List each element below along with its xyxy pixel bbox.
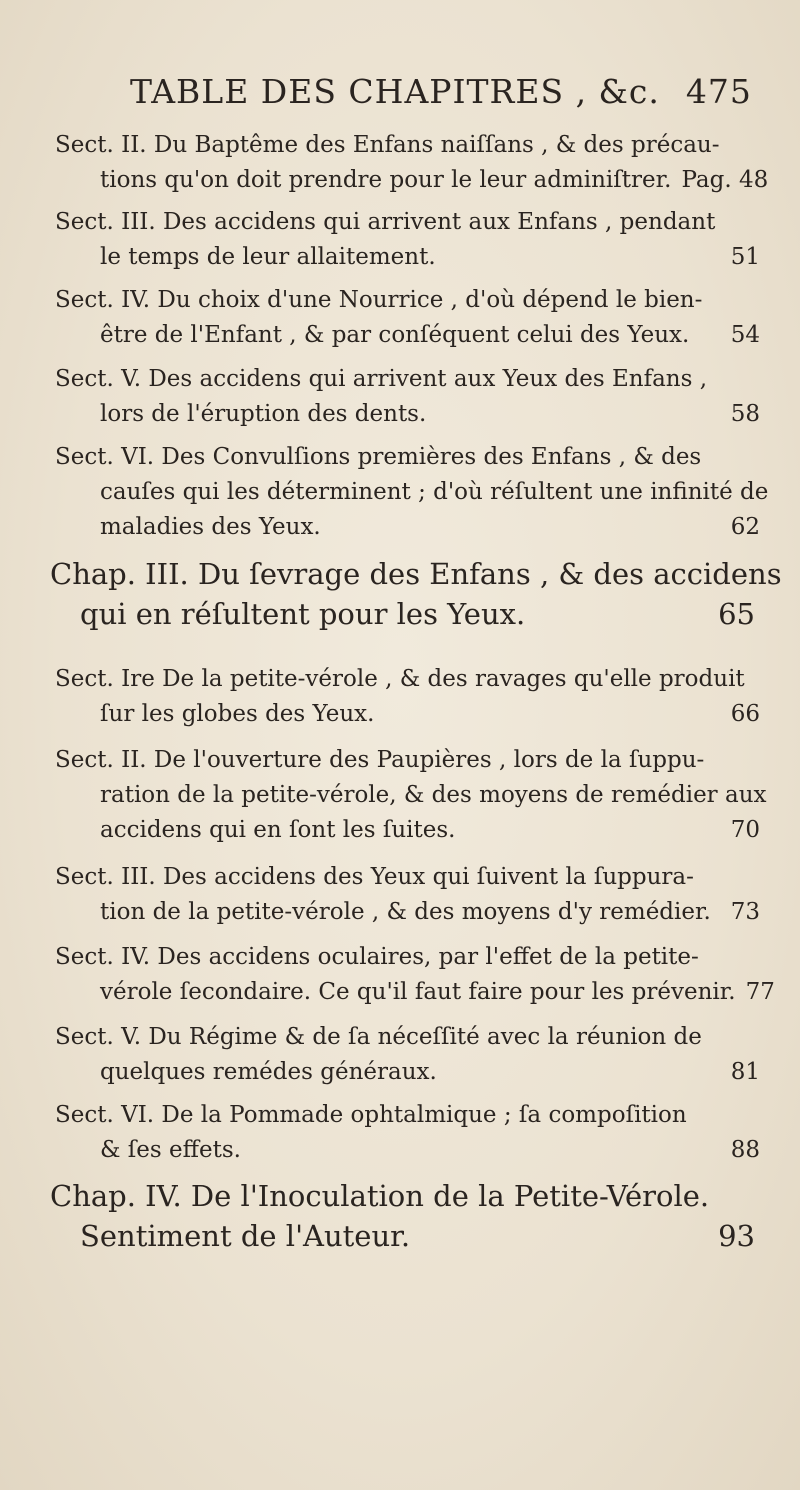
entry-last-line [55, 240, 760, 275]
toc-chapter-entry [50, 554, 782, 634]
entry-page-number: 93 [718, 1219, 755, 1253]
entry-last-line [55, 975, 775, 1010]
entry-last-text: Sentiment de l'Auteur. [80, 1219, 411, 1253]
entry-last-text: lors de l'éruption des dents. [100, 401, 427, 427]
entry-last-line [55, 163, 769, 198]
entry-page-number: 70 [730, 817, 760, 843]
entry-last-line [55, 510, 760, 545]
entry-first-line: Sect. III. Des accidens des Yeux qui ſuivent la ſuppura- [55, 864, 694, 890]
running-head-page-number: 475 [685, 72, 752, 111]
toc-section-entry [55, 860, 760, 930]
entry-last-text: tions qu'on doit prendre pour le leur adminiſtrer. [100, 167, 672, 193]
entry-last-text: le temps de leur allaitement. [100, 244, 436, 270]
entry-last-text: qui en réſultent pour les Yeux. [80, 597, 526, 631]
entry-last-text: vérole ſecondaire. Ce qu'il faut faire pour les prévenir. [100, 979, 736, 1005]
entry-last-line [55, 697, 760, 732]
entry-last-line [55, 895, 760, 930]
entry-last-text: maladies des Yeux. [100, 514, 321, 540]
entry-first-line: Sect. VI. Des Convulſions premières des Enfans , & des [55, 444, 702, 470]
toc-section-entry [55, 1020, 760, 1090]
entry-last-line [55, 397, 760, 432]
entry-page-number: 73 [730, 899, 760, 925]
running-head-title: TABLE DES CHAPITRES , &c. [130, 72, 660, 111]
entry-last-line [55, 813, 760, 848]
entry-continuation-line: cauſes qui les déterminent ; d'où réſultent une infinité de [100, 479, 769, 505]
entry-page-number: 51 [730, 244, 760, 270]
entry-first-line: Sect. IV. Du choix d'une Nourrice , d'où dépend le bien- [55, 287, 703, 313]
entry-last-text: être de l'Enfant , & par conſéquent celui des Yeux. [100, 322, 690, 348]
entry-page-number: 54 [730, 322, 760, 348]
entry-last-line [55, 1133, 760, 1168]
entry-first-line: Sect. III. Des accidens qui arrivent aux Enfans , pendant [55, 209, 716, 235]
toc-chapter-entry [50, 1176, 755, 1256]
toc-section-entry [55, 362, 760, 432]
toc-section-entry [55, 128, 769, 198]
entry-first-line: Sect. V. Du Régime & de ſa néceſſité avec la réunion de [55, 1024, 702, 1050]
entry-last-text: accidens qui en ſont les ſuites. [100, 817, 456, 843]
entry-last-line [50, 1216, 755, 1256]
toc-section-entry [55, 743, 767, 848]
entry-last-line [50, 594, 755, 634]
entry-last-text: tion de la petite-vérole , & des moyens d'y remédier. [100, 899, 711, 925]
entry-page-number: 65 [718, 597, 755, 631]
entry-last-text: quelques remédes généraux. [100, 1059, 437, 1085]
entry-last-line [55, 318, 760, 353]
entry-first-line: Sect. Ire De la petite-vérole , & des ravages qu'elle produit [55, 666, 745, 692]
toc-section-entry [55, 283, 760, 353]
entry-first-line: Sect. II. Du Baptême des Enfans naiſſans , & des précau- [55, 132, 720, 158]
entry-page-number: Pag. 48 [681, 167, 769, 193]
running-head [130, 72, 770, 111]
entry-last-line [55, 1055, 760, 1090]
toc-section-entry [55, 1098, 760, 1168]
toc-section-entry [55, 440, 769, 545]
entry-last-text: ſur les globes des Yeux. [100, 701, 375, 727]
entry-first-line: Sect. IV. Des accidens oculaires, par l'effet de la petite- [55, 944, 699, 970]
entry-page-number: 66 [730, 701, 760, 727]
entry-page-number: 58 [730, 401, 760, 427]
entry-first-line: Chap. III. Du ſevrage des Enfans , & des accidens [50, 557, 782, 591]
entry-page-number: 88 [730, 1137, 760, 1163]
entry-page-number: 62 [730, 514, 760, 540]
entry-first-line: Sect. V. Des accidens qui arrivent aux Yeux des Enfans , [55, 366, 708, 392]
entry-first-line: Sect. II. De l'ouverture des Paupières , lors de la ſuppu- [55, 747, 705, 773]
entry-first-line: Sect. VI. De la Pommade ophtalmique ; ſa compoſition [55, 1102, 687, 1128]
toc-section-entry [55, 662, 760, 732]
entry-page-number: 77 [745, 979, 775, 1005]
entry-continuation-line: ration de la petite-vérole, & des moyens de remédier aux [100, 782, 767, 808]
entry-last-text: & ſes effets. [100, 1137, 241, 1163]
entry-first-line: Chap. IV. De l'Inoculation de la Petite-Vérole. [50, 1179, 710, 1213]
toc-section-entry [55, 205, 760, 275]
entry-page-number: 81 [730, 1059, 760, 1085]
toc-section-entry [55, 940, 775, 1010]
